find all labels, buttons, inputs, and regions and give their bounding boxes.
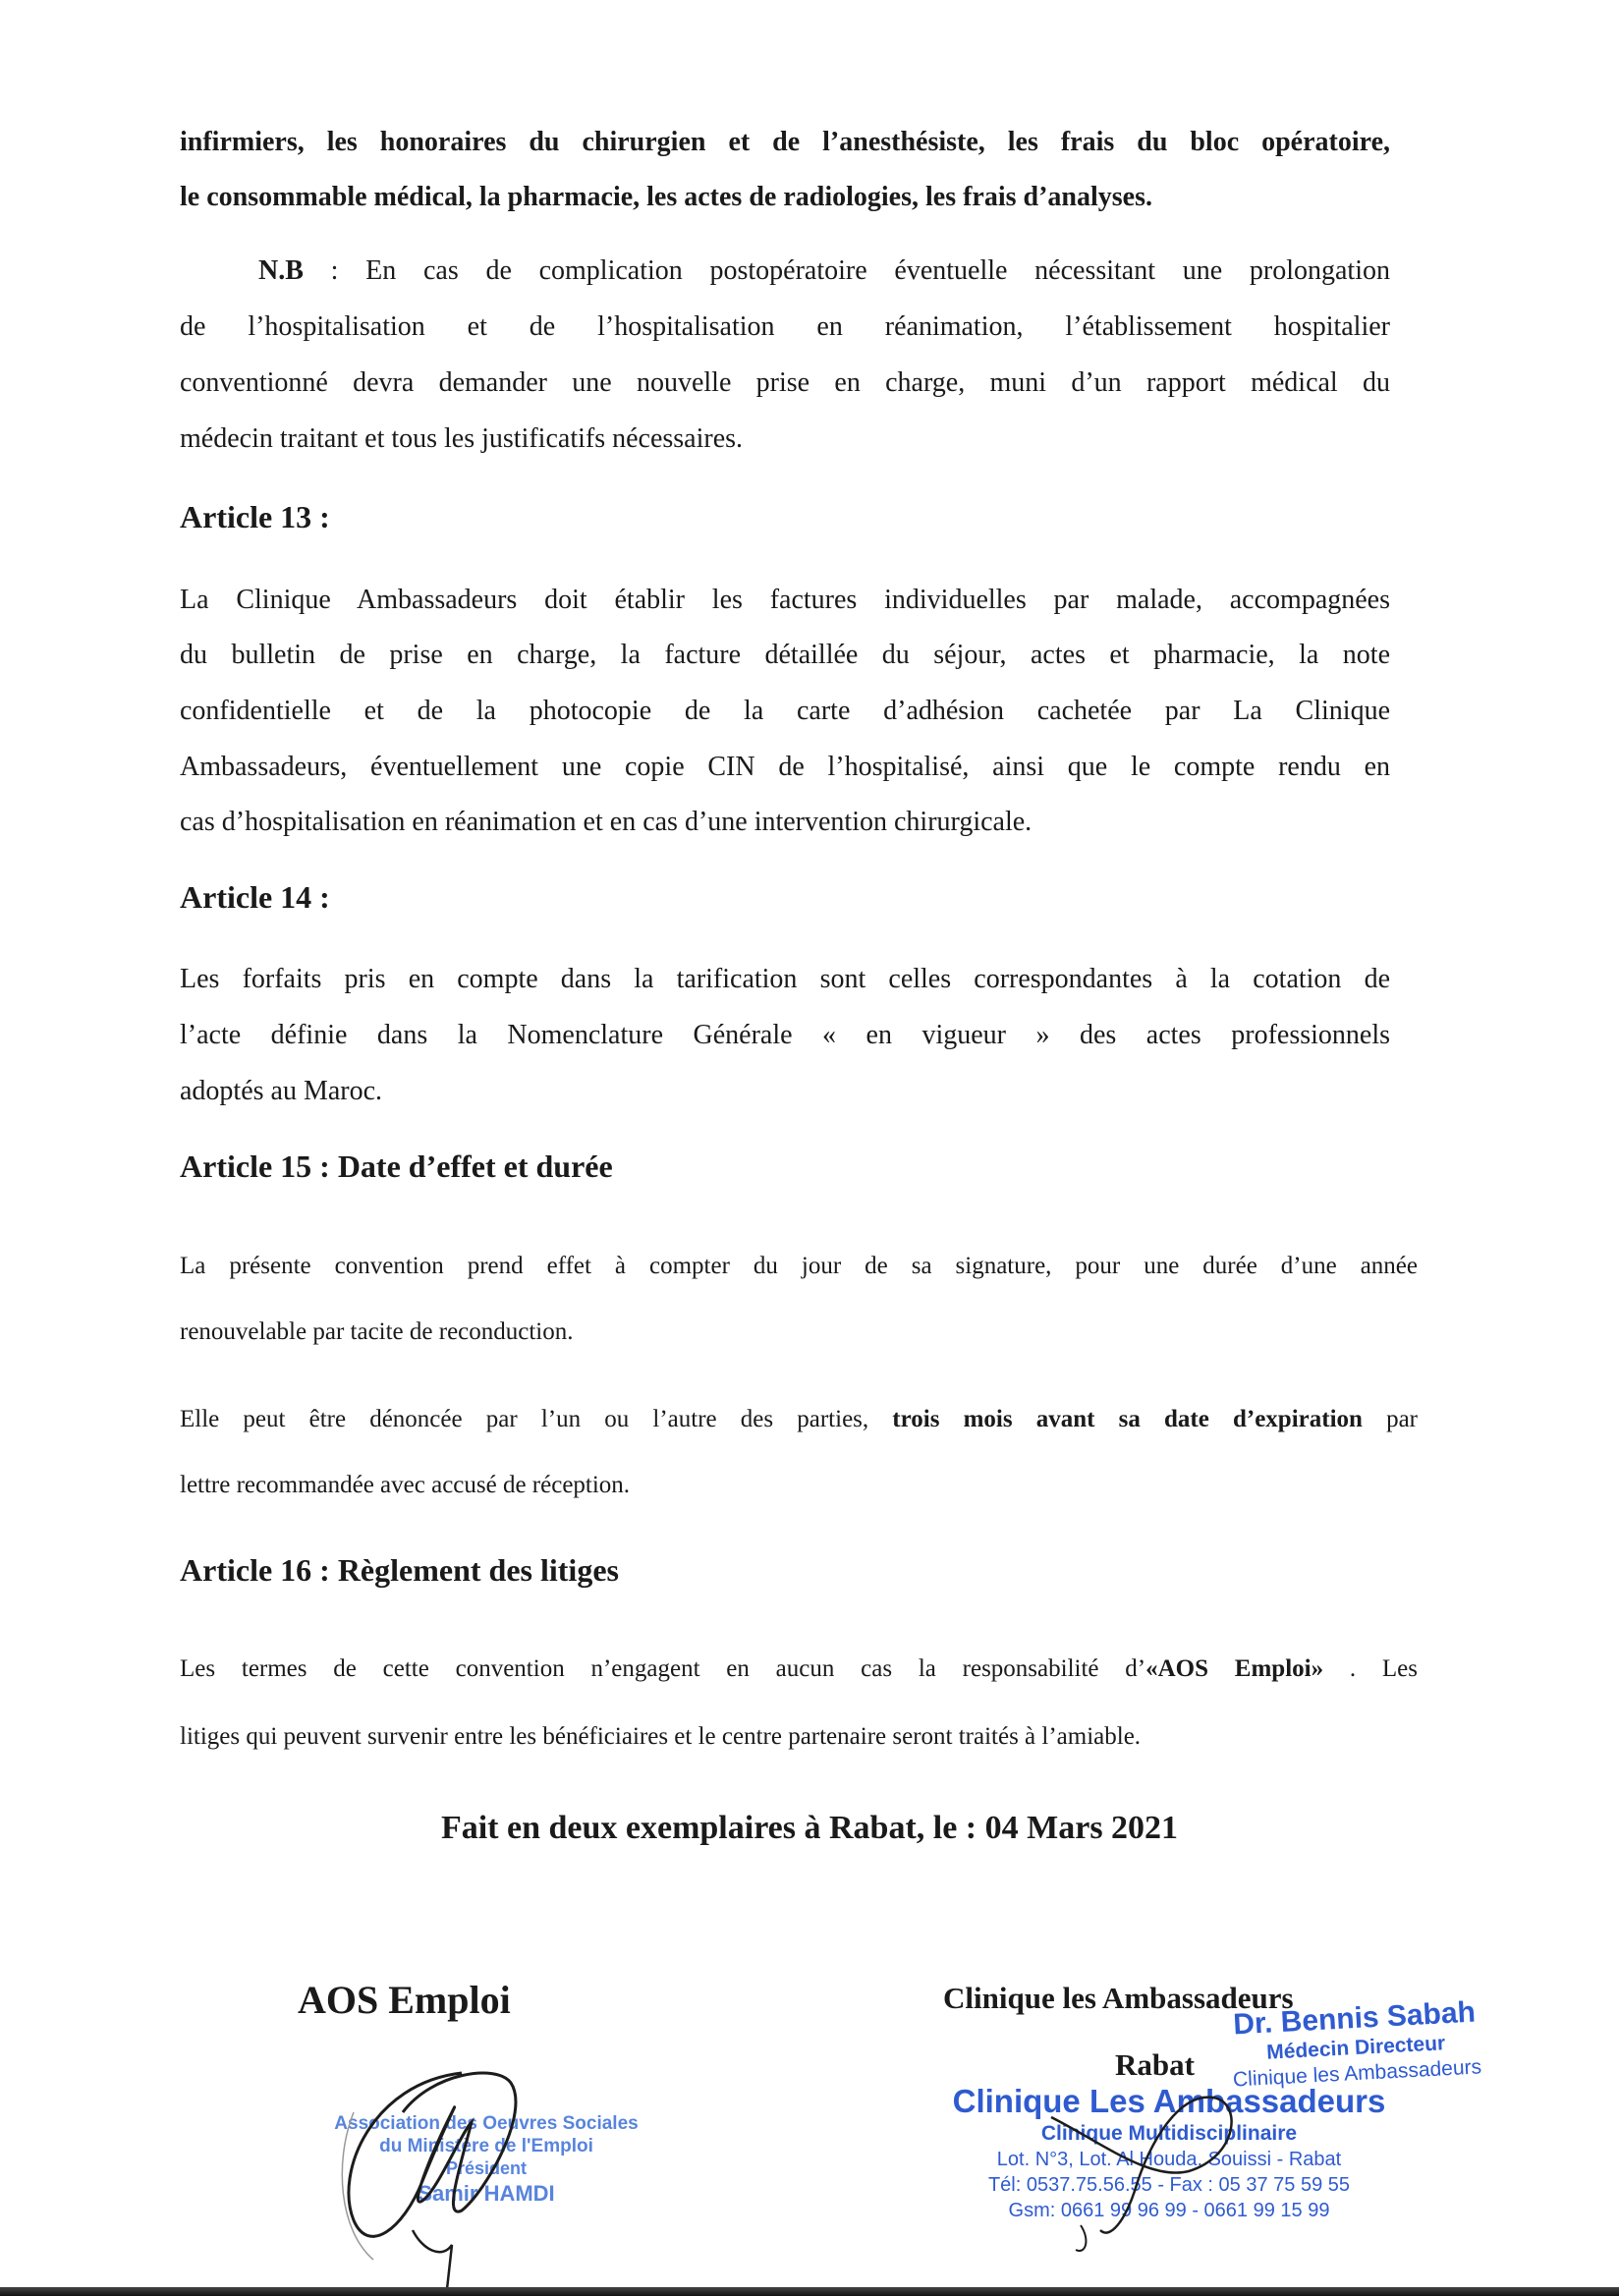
doctor-stamp-line: Médecin Directeur xyxy=(1265,2032,1446,2064)
article-15-bold-text: trois mois avant sa date d’expiration xyxy=(892,1406,1363,1432)
article-14-line: adoptés au Maroc. xyxy=(180,1076,383,1106)
article-16-line xyxy=(180,1652,1418,1686)
closing-line: Fait en deux exemplaires à Rabat, le : 04 Mars 2021 xyxy=(440,1810,1179,1846)
article-14-heading: Article 14 : xyxy=(180,879,330,915)
article-15-text: par xyxy=(1362,1406,1419,1432)
nb-line: conventionné devra demander une nouvelle prise en charge, muni d’un rapport médical du xyxy=(180,367,1390,398)
article-16-text: . Les xyxy=(1323,1655,1418,1682)
article-13-line: confidentielle et de la photocopie de la carte d’adhésion cachetée par La Clinique xyxy=(180,696,1390,726)
article-14-line: Les forfaits pris en compte dans la tarification sont celles correspondantes à la cotation de xyxy=(180,964,1390,994)
aos-stamp-line: Association des Oeuvres Sociales xyxy=(334,2113,639,2134)
article-14-line: l’acte définie dans la Nomenclature Générale « en vigueur » des actes professionnels xyxy=(180,1020,1390,1050)
article-15-line: lettre recommandée avec accusé de réception. xyxy=(180,1472,631,1498)
article-13-line: du bulletin de prise en charge, la facture détaillée du séjour, actes et pharmacie, la note xyxy=(180,640,1390,670)
aos-stamp-line: Samir HAMDI xyxy=(418,2181,555,2206)
doctor-stamp-line: Clinique les Ambassadeurs xyxy=(1232,2055,1482,2092)
article-16-text: Les termes de cette convention n’engagent en aucun cas la responsabilité d’ xyxy=(180,1655,1146,1682)
article-15-text: Elle peut être dénoncée par l’un ou l’autre des parties, xyxy=(180,1406,893,1432)
doctor-stamp-line: Dr. Bennis Sabah xyxy=(1232,1995,1477,2042)
nb-line: de l’hospitalisation et de l’hospitalisation en réanimation, l’établissement hospitalier xyxy=(180,311,1390,342)
clinic-stamp-line: Tél: 0537.75.56.55 - Fax : 05 37 75 59 55 xyxy=(987,2174,1351,2196)
right-signatory-city: Rabat xyxy=(1115,2047,1195,2082)
handwritten-signature-left xyxy=(314,2053,570,2289)
clinic-stamp-line: Gsm: 0661 99 96 99 - 0661 99 15 99 xyxy=(1008,2200,1330,2221)
article-13-heading: Article 13 : xyxy=(180,499,330,534)
nb-line xyxy=(258,254,1390,288)
article-15-heading: Article 15 : Date d’effet et durée xyxy=(180,1148,613,1184)
nb-label: N.B xyxy=(258,255,304,286)
clinic-stamp-line: Lot. N°3, Lot. Al Houda, Souissi - Rabat xyxy=(996,2149,1342,2170)
article-13-line: La Clinique Ambassadeurs doit établir les factures individuelles par malade, accompagnées xyxy=(180,585,1390,615)
aos-stamp-line: Président xyxy=(445,2158,528,2178)
left-signatory-title: AOS Emploi xyxy=(298,1978,511,2022)
intro-line: le consommable médical, la pharmacie, les actes de radiologies, les frais d’analyses. xyxy=(180,182,1152,212)
article-13-line: Ambassadeurs, éventuellement une copie CIN de l’hospitalisé, ainsi que le compte rendu en xyxy=(180,752,1390,782)
nb-text: : En cas de complication postopératoire éventuelle nécessitant une prolongation xyxy=(303,255,1390,286)
clinic-stamp-line: Clinique Les Ambassadeurs xyxy=(952,2083,1386,2119)
article-15-line: renouvelable par tacite de reconduction. xyxy=(180,1318,574,1345)
aos-stamp-line: du Ministère de l'Emploi xyxy=(379,2136,593,2156)
article-16-heading: Article 16 : Règlement des litiges xyxy=(180,1552,619,1588)
doctor-stamp xyxy=(1192,1993,1520,2095)
scan-edge xyxy=(0,2287,1619,2296)
nb-line: médecin traitant et tous les justificatifs nécessaires. xyxy=(180,423,744,454)
article-16-line: litiges qui peuvent survenir entre les bénéficiaires et le centre partenaire seront traités à l’amiable. xyxy=(180,1723,1142,1750)
article-16-bold-text: «AOS Emploi» xyxy=(1145,1655,1324,1682)
article-15-line: La présente convention prend effet à compter du jour de sa signature, pour une durée d’une année xyxy=(180,1253,1418,1279)
article-15-line xyxy=(180,1403,1418,1436)
intro-line: infirmiers, les honoraires du chirurgien et de l’anesthésiste, les frais du bloc opératoire, xyxy=(180,127,1390,157)
clinic-stamp-line: Clinique Multidisciplinaire xyxy=(1040,2122,1298,2145)
article-13-line: cas d’hospitalisation en réanimation et en cas d’une intervention chirurgicale. xyxy=(180,807,1033,837)
handwritten-signature-right xyxy=(1041,2083,1277,2260)
right-signatory-title: Clinique les Ambassadeurs xyxy=(943,1981,1294,2015)
